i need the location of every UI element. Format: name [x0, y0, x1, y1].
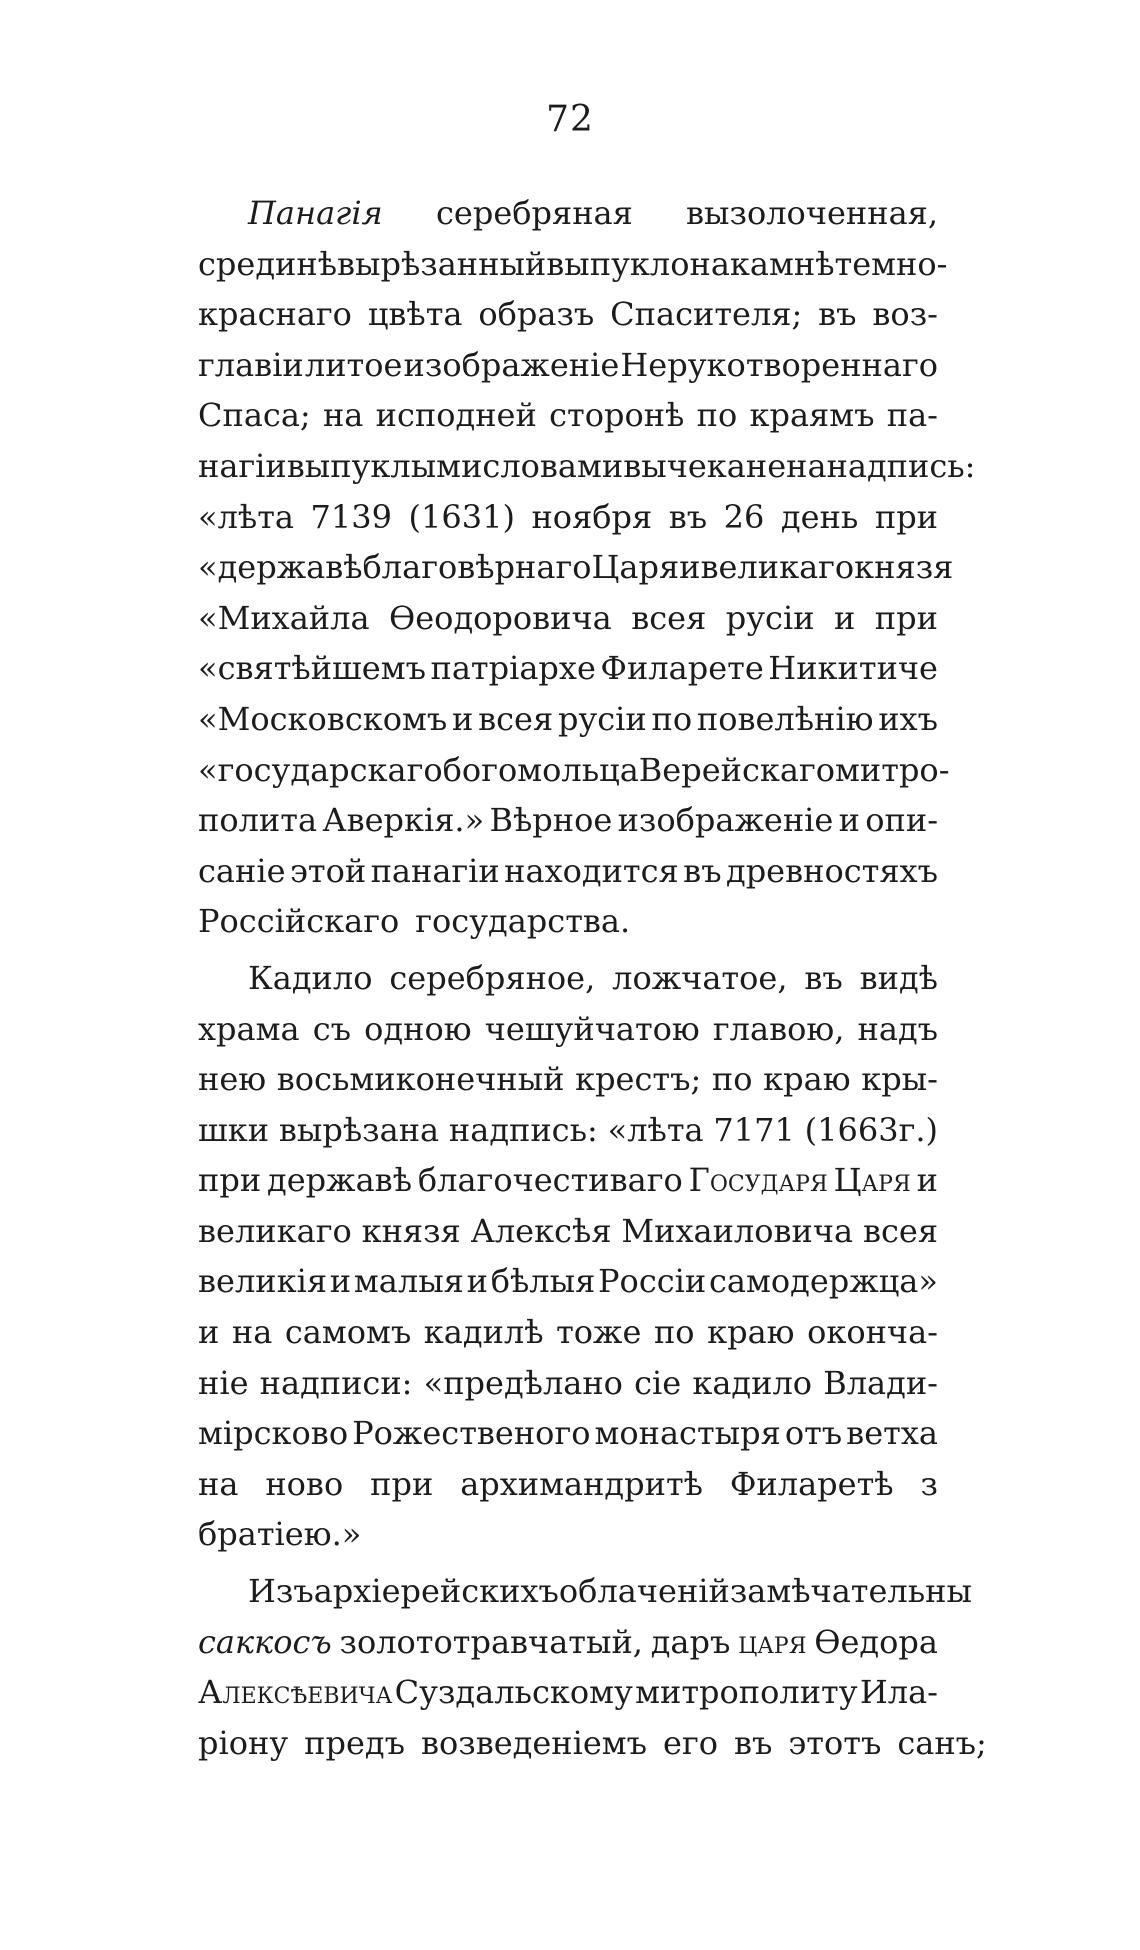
- text-line: [198, 896, 938, 947]
- word: братіею.»: [198, 1515, 362, 1554]
- word: 7139: [310, 497, 392, 536]
- word: вычеканена: [623, 446, 827, 485]
- text-line: [198, 1105, 938, 1156]
- word: храма: [198, 1009, 300, 1048]
- word: панагіи: [370, 851, 500, 890]
- text-line: [198, 1004, 938, 1055]
- word: при: [874, 497, 938, 536]
- word: великія: [198, 1262, 328, 1301]
- text-line: [198, 1667, 938, 1718]
- word: Панагія: [248, 194, 383, 232]
- word: бѣлыя: [490, 1262, 596, 1301]
- word: Царя: [833, 1161, 911, 1200]
- word: Ѳеодоровича: [389, 598, 612, 637]
- word: з: [920, 1464, 938, 1503]
- word: Филаретѣ: [729, 1464, 894, 1503]
- word: Ѳедора: [814, 1622, 938, 1661]
- word: по: [711, 1060, 753, 1099]
- word: монастыря: [594, 1414, 781, 1453]
- text-line: [198, 542, 954, 593]
- text-line: [198, 1206, 938, 1257]
- word: «предѣлано: [423, 1363, 623, 1402]
- word: по: [696, 396, 738, 435]
- word: литое: [304, 345, 403, 384]
- word: «державѣ: [198, 548, 363, 587]
- word: князя: [854, 548, 954, 587]
- word: полита: [198, 801, 318, 840]
- word: всея: [478, 699, 554, 738]
- text-line: [198, 643, 938, 694]
- text-line: [198, 795, 938, 846]
- word: митро-: [835, 750, 950, 789]
- word: архіерейскихъ: [313, 1572, 559, 1611]
- word: санъ;: [897, 1723, 987, 1762]
- word: и: [838, 801, 860, 840]
- word: выпуклыми: [286, 446, 483, 485]
- word: митрополиту: [635, 1673, 858, 1712]
- text-line: [198, 1054, 938, 1105]
- word: опи-: [865, 801, 938, 840]
- word: на: [322, 396, 364, 435]
- word: сіе: [634, 1363, 682, 1402]
- word: Рожественого: [352, 1414, 591, 1453]
- word: богомольца: [442, 750, 639, 789]
- page-number: 72: [546, 99, 594, 140]
- word: (1663г.): [804, 1110, 938, 1149]
- word: Никитиче: [768, 649, 938, 688]
- word: русіи: [557, 699, 647, 738]
- text-line: [198, 745, 950, 796]
- word: Спасителя;: [610, 295, 803, 334]
- text-line: [198, 289, 938, 340]
- word: Алексѣевича: [198, 1673, 393, 1712]
- word: «святѣйшемъ: [198, 649, 426, 688]
- word: при: [874, 598, 938, 637]
- word: серебряная: [435, 194, 633, 232]
- word: государства.: [415, 902, 631, 941]
- page-body-text: [198, 188, 987, 1768]
- word: окончa-: [807, 1313, 938, 1352]
- word: Россіи: [598, 1262, 707, 1301]
- word: (1631): [408, 497, 515, 536]
- word: нею: [198, 1060, 267, 1099]
- word: кры-: [861, 1060, 938, 1099]
- word: всея: [862, 1211, 938, 1250]
- word: краямъ: [749, 396, 875, 435]
- word: Государя: [688, 1161, 828, 1200]
- word: образъ: [478, 295, 595, 334]
- word: русіи: [725, 598, 815, 637]
- word: и: [466, 1262, 488, 1301]
- word: и: [452, 699, 474, 738]
- word: золототравчатый,: [339, 1622, 643, 1661]
- text-line: [198, 188, 938, 239]
- word: ложчатое,: [612, 958, 788, 997]
- word: самодержца»: [708, 1262, 938, 1301]
- text-line: [198, 1617, 938, 1668]
- text-line: [198, 953, 938, 1004]
- text-line: [198, 593, 938, 644]
- word: по: [653, 1313, 695, 1352]
- word: великаго: [198, 1211, 352, 1250]
- word: по: [651, 699, 693, 738]
- word: Аверкія.»: [322, 801, 485, 840]
- word: князя: [361, 1211, 461, 1250]
- word: даръ: [650, 1622, 731, 1661]
- word: Алексѣя: [470, 1211, 612, 1250]
- word: краю: [763, 1060, 851, 1099]
- word: архимандритѣ: [460, 1464, 703, 1503]
- word: при: [198, 1161, 262, 1200]
- word: серебряное,: [389, 958, 596, 997]
- word: патріархе: [430, 649, 596, 688]
- word: и: [916, 1161, 938, 1200]
- word: цвѣта: [367, 295, 463, 334]
- word: Царя: [591, 548, 680, 587]
- word: краснаго: [198, 295, 352, 334]
- word: въ: [734, 1723, 773, 1762]
- text-line: [198, 1408, 938, 1459]
- word: на: [198, 1464, 239, 1503]
- word: Россійскаго: [198, 902, 400, 941]
- word: саккосъ: [198, 1622, 332, 1661]
- word: вырѣзанный: [337, 244, 547, 283]
- word: возведеніемъ: [420, 1723, 648, 1762]
- word: Влади-: [823, 1363, 938, 1402]
- text-line: [198, 1566, 972, 1617]
- word: державѣ: [267, 1161, 412, 1200]
- word: этой: [289, 851, 367, 890]
- word: на: [689, 244, 730, 283]
- word: отъ: [784, 1414, 843, 1453]
- word: словами: [482, 446, 624, 485]
- text-line: [198, 239, 948, 290]
- word: па-: [886, 396, 938, 435]
- word: Кадило: [248, 958, 373, 997]
- word: видѣ: [859, 958, 938, 997]
- text-line: [198, 1459, 938, 1510]
- word: изображеніе: [617, 801, 834, 840]
- word: великаго: [700, 548, 855, 587]
- word: повелѣнію: [696, 699, 874, 738]
- word: шки: [198, 1110, 270, 1149]
- word: «лѣта: [607, 1110, 704, 1149]
- word: «государскаго: [198, 750, 443, 789]
- word: въ: [668, 497, 708, 536]
- word: «лѣта: [198, 497, 294, 536]
- word: облаченій: [558, 1572, 730, 1611]
- text-line: [198, 1307, 938, 1358]
- word: замѣчательны: [729, 1572, 972, 1611]
- word: Верейскаго: [638, 750, 836, 789]
- word: и: [679, 548, 701, 587]
- word: ніе: [198, 1363, 249, 1402]
- word: тоже: [556, 1313, 642, 1352]
- word: всея: [631, 598, 707, 637]
- word: надпись:: [826, 446, 976, 485]
- word: этотъ: [788, 1723, 882, 1762]
- word: вырѣзана: [278, 1110, 440, 1149]
- word: главіи: [198, 345, 304, 384]
- word: надписи:: [259, 1363, 413, 1402]
- word: «Михайла: [198, 598, 370, 637]
- word: сторонѣ: [549, 396, 685, 435]
- word: исподней: [375, 396, 537, 435]
- word: одною: [364, 1009, 472, 1048]
- text-line: [198, 846, 938, 897]
- text-line: [198, 390, 938, 441]
- word: благочестиваго: [417, 1161, 683, 1200]
- word: надпись:: [448, 1110, 598, 1149]
- word: и: [834, 598, 856, 637]
- text-line: [198, 1256, 938, 1307]
- text-line: [198, 492, 938, 543]
- word: при: [370, 1464, 434, 1503]
- word: день: [780, 497, 859, 536]
- text-line: [198, 1509, 938, 1560]
- word: Спаса;: [198, 396, 311, 435]
- word: мірсково: [198, 1414, 349, 1453]
- word: и: [329, 1262, 352, 1301]
- word: нагіи: [198, 446, 287, 485]
- word: чешуйчатою: [484, 1009, 700, 1048]
- word: и: [198, 1313, 220, 1352]
- word: благовѣрнаго: [362, 548, 592, 587]
- word: на: [231, 1313, 273, 1352]
- word: въ: [683, 851, 722, 890]
- word: Вѣрное: [489, 801, 613, 840]
- word: Изъ: [248, 1572, 314, 1611]
- text-line: [198, 694, 938, 745]
- word: 7171: [713, 1110, 795, 1149]
- word: воз-: [872, 295, 938, 334]
- word: ветха: [846, 1414, 938, 1453]
- word: изображеніе: [403, 345, 620, 384]
- word: кадилѣ: [423, 1313, 544, 1352]
- word: главою,: [712, 1009, 845, 1048]
- word: ріону: [198, 1723, 289, 1762]
- word: самомъ: [284, 1313, 412, 1352]
- word: кадило: [692, 1363, 813, 1402]
- word: вызолоченная,: [686, 194, 938, 232]
- word: въ: [804, 958, 843, 997]
- word: крестъ;: [575, 1060, 702, 1099]
- word: 26: [723, 497, 765, 536]
- word: Суздальскому: [394, 1673, 633, 1712]
- word: Нерукотвореннаго: [620, 345, 938, 384]
- word: его: [663, 1723, 718, 1762]
- word: царя: [738, 1622, 807, 1661]
- word: выпукло: [546, 244, 690, 283]
- word: темно-: [834, 244, 948, 283]
- text-line: [198, 1358, 938, 1409]
- word: съ: [312, 1009, 351, 1048]
- word: Михаиловича: [621, 1211, 854, 1250]
- word: срединѣ: [198, 244, 337, 283]
- word: надъ: [857, 1009, 938, 1048]
- word: въ: [818, 295, 857, 334]
- text-line: [198, 340, 938, 391]
- word: Ила-: [859, 1673, 938, 1712]
- word: краю: [707, 1313, 795, 1352]
- word: находится: [504, 851, 679, 890]
- word: ноября: [531, 497, 653, 536]
- word: предъ: [304, 1723, 405, 1762]
- word: камнѣ: [729, 244, 835, 283]
- word: восьмиконечный: [276, 1060, 565, 1099]
- text-line: [198, 1155, 938, 1206]
- word: ихъ: [878, 699, 938, 738]
- word: ново: [265, 1464, 344, 1503]
- word: древностяхъ: [725, 851, 938, 890]
- word: Филарете: [600, 649, 764, 688]
- text-line: [198, 441, 976, 492]
- word: малыя: [353, 1262, 464, 1301]
- word: «Московскомъ: [198, 699, 448, 738]
- text-line: [198, 1718, 987, 1769]
- word: саніе: [198, 851, 286, 890]
